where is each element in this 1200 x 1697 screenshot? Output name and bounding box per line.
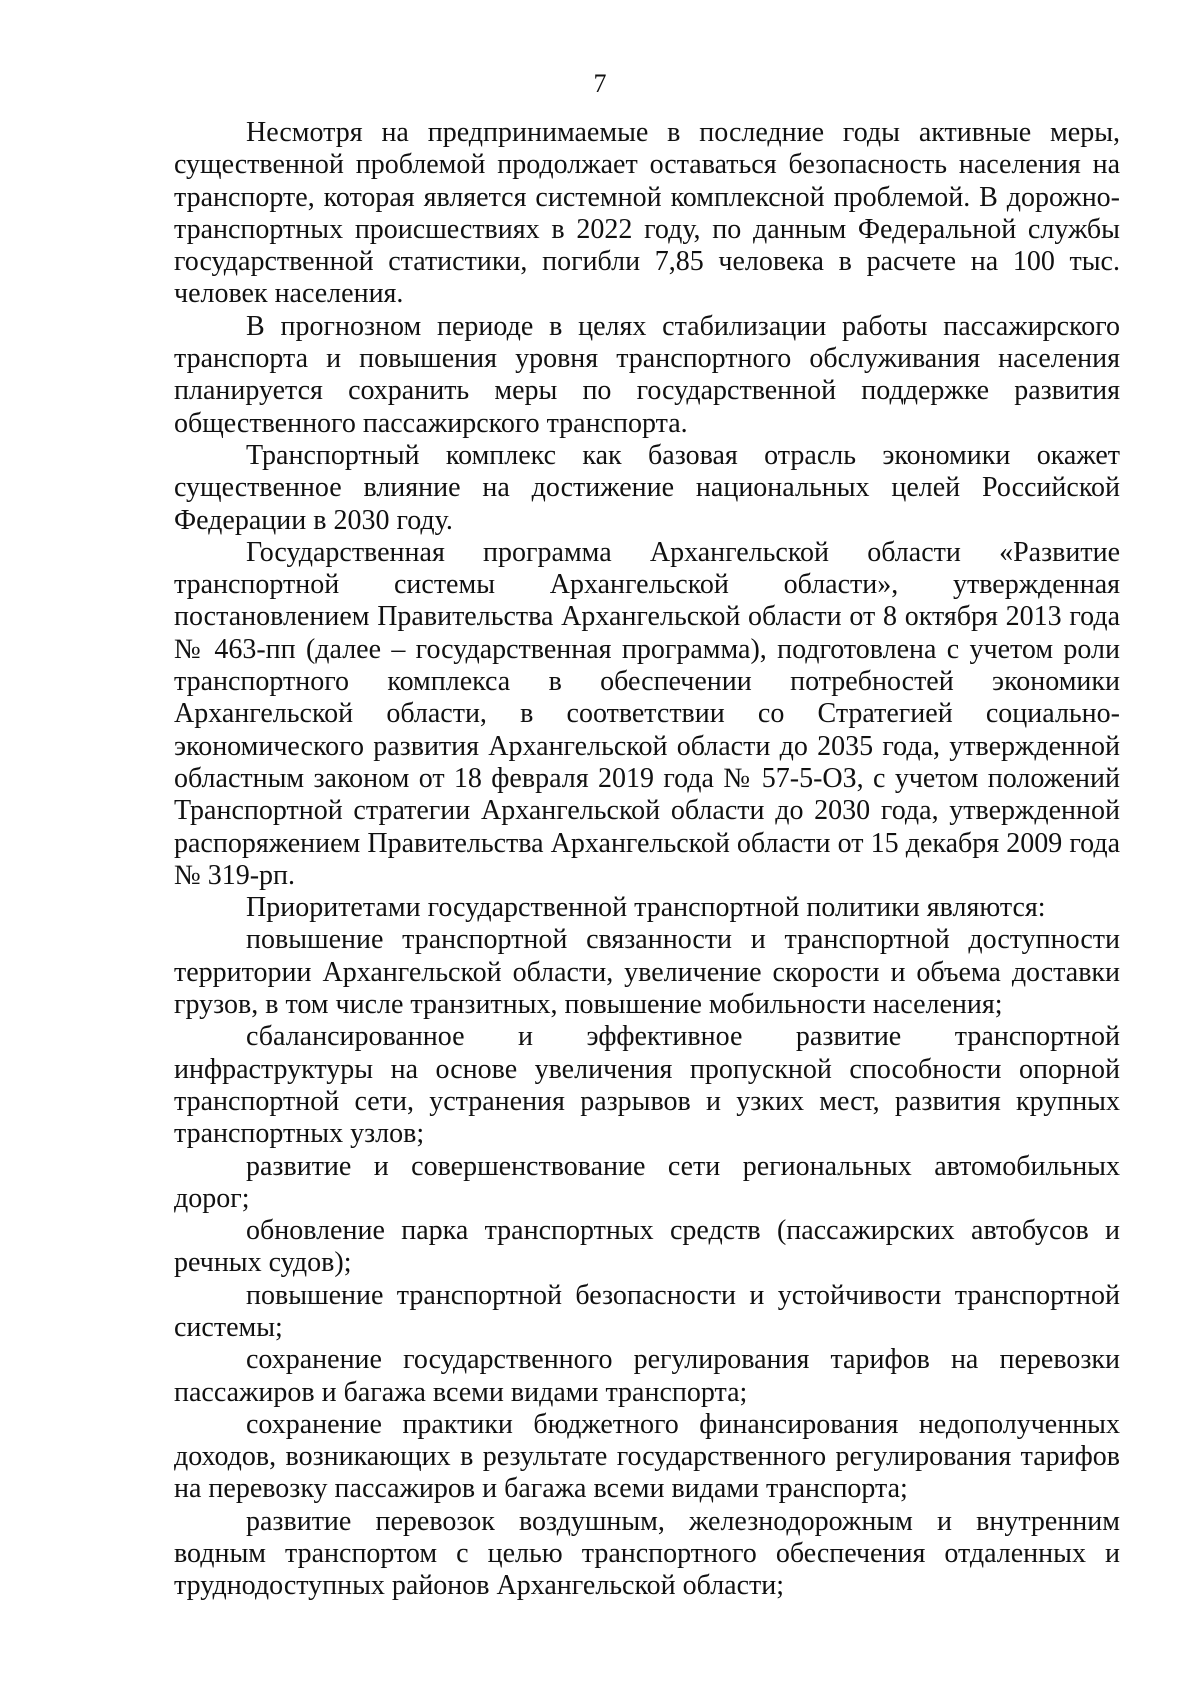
list-item-security: повышение транспортной безопасности и устойчивости транспортной системы; (174, 1279, 1120, 1343)
document-body (174, 117, 1120, 1603)
paragraph-forecast: В прогнозном периоде в целях стабилизации работы пассажирского транспорта и повышения уровня транспортного обслуживания населения планируется сохранить меры по государственной поддержке развития общественного пассажирского транспорта. (174, 310, 1120, 439)
page-number: 7 (593, 69, 607, 98)
list-item-fleet-renewal: обновление парка транспортных средств (пассажирских автобусов и речных судов); (174, 1215, 1120, 1279)
paragraph-transport-complex: Транспортный комплекс как базовая отрасль экономики окажет существенное влияние на достижение национальных целей Российской Федерации в 2030 году. (174, 439, 1120, 536)
paragraph-priorities-intro: Приоритетами государственной транспортной политики являются: (246, 892, 1046, 924)
paragraph-safety: Несмотря на предпринимаемые в последние годы активные меры, существенной проблемой продолжает оставаться безопасность населения на транспорте, которая является системной комплексной проблемой. В дорожно-транспортных происшествиях в 2022 году, по данным Федеральной службы государственной статистики, погибли 7,85 человека в расчете на 100 тыс. человек населения. (174, 117, 1120, 310)
list-item-budget-financing: сохранение практики бюджетного финансирования недополученных доходов, возникающих в результате государственного регулирования тарифов на перевозку пассажиров и багажа всеми видами транспорта; (174, 1408, 1120, 1505)
list-item-roads: развитие и совершенствование сети региональных автомобильных дорог; (174, 1150, 1120, 1214)
paragraph-state-program: Государственная программа Архангельской области «Развитие транспортной системы Архангельской области», утвержденная постановлением Правительства Архангельской области от 8 октября 2013 года № 463-пп (далее – государственная программа), подготовлена с учетом роли транспортного комплекса в обеспечении потребностей экономики Архангельской области, в соответствии со Стратегией социально-экономического развития Архангельской области до 2035 года, утвержденной областным законом от 18 февраля 2019 года № 57-5-ОЗ, с учетом положений Транспортной стратегии Архангельской области до 2030 года, утвержденной распоряжением Правительства Архангельской области от 15 декабря 2009 года № 319-рп. (174, 536, 1120, 891)
list-item-connectivity: повышение транспортной связанности и транспортной доступности территории Архангельской области, увеличение скорости и объема доставки грузов, в том числе транзитных, повышение мобильности населения; (174, 924, 1120, 1021)
list-item-remote-areas: развитие перевозок воздушным, железнодорожным и внутренним водным транспортом с целью транспортного обеспечения отдаленных и труднодоступных районов Архангельской области; (174, 1505, 1120, 1602)
list-item-infrastructure: сбалансированное и эффективное развитие транспортной инфраструктуры на основе увеличения пропускной способности опорной транспортной сети, устранения разрывов и узких мест, развития крупных транспортных узлов; (174, 1021, 1120, 1150)
list-item-tariff-regulation: сохранение государственного регулирования тарифов на перевозки пассажиров и багажа всеми видами транспорта; (174, 1344, 1120, 1408)
